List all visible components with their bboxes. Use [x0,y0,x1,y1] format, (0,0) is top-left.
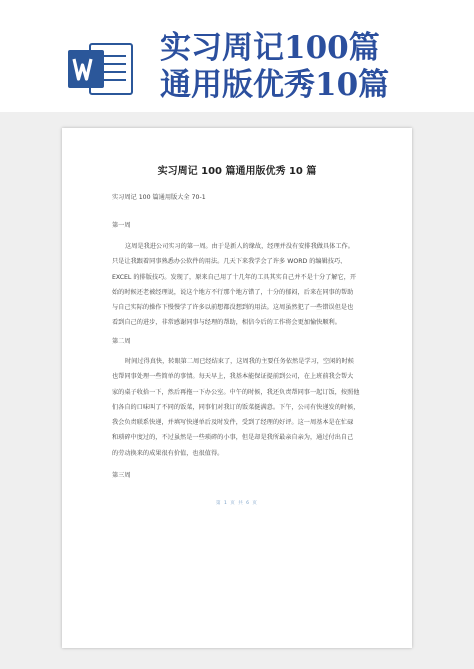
paragraph-line: 也帮同事处理一些简单的事情。每天早上，我基本能保证提前到公司，在上班前我会帮大 [112,373,354,381]
paragraph-line: 始的时候还老被经理说，说这个地方不行那个地方错了，十分的郁闷，后来在同事的帮助 [112,288,354,296]
paragraph-line: 这周是我进公司实习的第一周。由于是新人的缘故，经理并没有安排我做具体工作。 [125,243,354,250]
section-heading-week-1: 第一周 [112,222,131,229]
section-body-week-2 [112,354,367,461]
document-page [62,128,412,648]
paragraph-line: EXCEL 的排版技巧。发现了，原来自己用了十几年的工具其实自己并不是十分了解它，开 [112,273,357,281]
paragraph-line: 的劳动换来的成果很有价值，也很值得。 [112,449,224,457]
section-heading-week-2: 第二周 [112,338,131,345]
paragraph-line: 只是让我跟着同事熟悉办公软件的用法。几天下来我学会了许多 WORD 的编辑技巧、 [112,258,347,266]
banner-title-line-1: 实习周记100篇 [160,30,380,66]
document-title: 实习周记 100 篇通用版优秀 10 篇 [157,166,317,177]
paragraph-line: 与自己实际的操作下慢慢学了许多以前想都没想到的用法。这周虽然犯了一些错误但是也 [112,304,354,312]
word-document-icon [66,40,136,98]
banner [0,0,474,112]
paragraph-line: 我会负责联系快递，并填写快递单后及时发件，受到了经理的好评。这一周基本是在忙碌 [112,419,354,427]
section-body-week-1 [112,239,367,331]
banner-title [160,30,470,104]
page-indicator: 第 1 页 共 6 页 [216,501,258,506]
paragraph-line: 时间过得真快，转眼第二周已经结束了，这周我的主要任务依然是学习，空闲的时候 [125,358,354,365]
banner-title-line-2: 通用版优秀10篇 [160,67,390,103]
paragraph-line: 和琐碎中度过的，不过虽然是一些琐碎的小事，但是却是我所最亲自亲为，通过付出自己 [112,434,354,442]
paragraph-line: 看到自己的进步，非常感谢同事与经理的帮助，相信今后的工作将会更加愉快顺利。 [112,319,341,327]
paragraph-line: 家的桌子收拾一下，然后再拖一下办公室。中午的时候，我还负责帮同事一起订饭，按照他 [112,388,360,396]
section-heading-week-3: 第三周 [112,472,131,479]
paragraph-line: 们各自的口味叫了不同的饭菜，同事们对我订的饭菜挺满意。下午，公司有快递发的时候， [112,403,360,411]
document-subtitle: 实习周记 100 篇通用版大全 70-1 [112,194,206,201]
